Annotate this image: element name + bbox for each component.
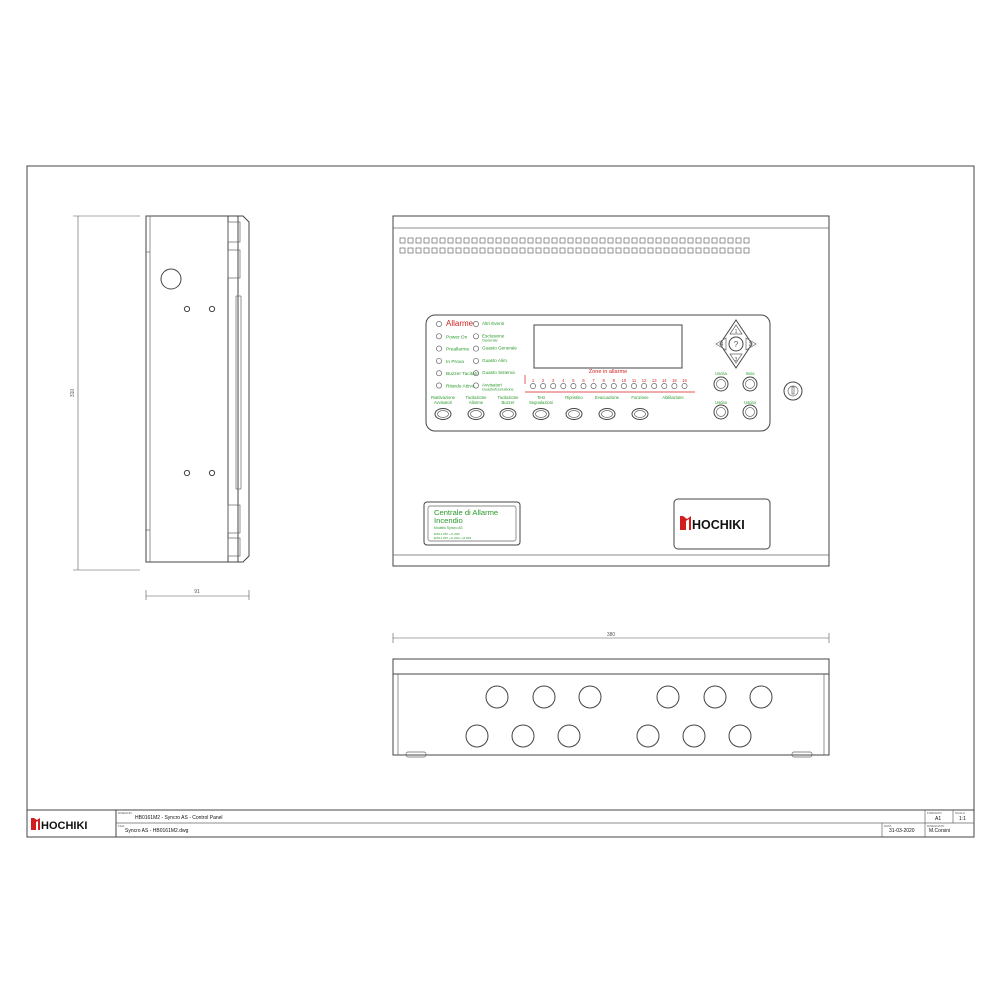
led-column-left xyxy=(436,319,479,390)
vent-slot xyxy=(512,238,517,243)
zone-led xyxy=(631,383,636,388)
height-dimension xyxy=(70,216,140,570)
side-button[interactable] xyxy=(714,377,728,391)
vent-slot xyxy=(584,248,589,253)
knockout-hole xyxy=(704,686,726,708)
vent-slot xyxy=(624,248,629,253)
zone-led xyxy=(672,383,677,388)
zone-number: 16 xyxy=(682,378,687,383)
function-button-label: Tacitazione xyxy=(465,395,487,400)
side-button-label: Uscita xyxy=(715,400,727,405)
width-dimension-label: 380 xyxy=(606,632,616,638)
author-value: M.Corsini xyxy=(929,828,951,834)
vent-slot xyxy=(408,248,413,253)
function-button-label: Ripristino xyxy=(565,395,583,400)
vent-slot xyxy=(464,238,469,243)
vent-slot xyxy=(464,248,469,253)
status-led xyxy=(473,321,478,326)
vent-slot xyxy=(640,238,645,243)
status-led xyxy=(473,346,478,351)
side-button-label: Uscita xyxy=(744,400,756,405)
vent-slot xyxy=(416,238,421,243)
file-value: Syncro AS - HB0161M2.dwg xyxy=(125,828,189,834)
vent-slot xyxy=(592,238,597,243)
height-dimension-label: 310 xyxy=(70,388,76,398)
vent-slot xyxy=(632,238,637,243)
nav-right-label: 2 xyxy=(748,342,752,348)
vent-slot xyxy=(656,248,661,253)
led-label: Guasto Generale xyxy=(482,345,517,351)
vent-slot xyxy=(440,248,445,253)
led-column-right xyxy=(473,321,517,392)
status-led xyxy=(436,358,441,363)
vent-slot xyxy=(696,248,701,253)
zone-number: 8 xyxy=(602,378,605,383)
zone-led xyxy=(642,383,647,388)
format-value: A1 xyxy=(935,816,942,822)
knockout-hole xyxy=(729,725,751,747)
vent-slot xyxy=(448,248,453,253)
zone-number: 14 xyxy=(661,378,667,383)
led-label: Esclusione xyxy=(482,333,505,339)
label-card-fine2: EN54-4 1997 + A1 2002 + A2 2006 xyxy=(434,537,472,540)
vent-slot xyxy=(552,238,557,243)
zone-number: 2 xyxy=(541,378,545,383)
scale-value: 1:1 xyxy=(959,816,966,822)
side-button-label: Invio xyxy=(745,371,755,376)
knockout-hole xyxy=(466,725,488,747)
vent-slot xyxy=(472,238,477,243)
function-button-label-secondary: Avvisatori xyxy=(433,400,453,405)
zone-led xyxy=(551,383,556,388)
vent-slot xyxy=(520,238,525,243)
zone-number: 3 xyxy=(552,378,555,383)
status-led xyxy=(473,334,478,339)
function-button-label-secondary: Allarme xyxy=(468,400,484,405)
vent-slot xyxy=(536,248,541,253)
led-label: Allarme xyxy=(446,319,474,328)
status-led xyxy=(436,334,441,339)
vent-slot xyxy=(480,238,485,243)
label-card-fine1: EN54-2 1997 + A1 2006 xyxy=(434,533,460,536)
zone-led xyxy=(601,383,606,388)
vent-slot xyxy=(592,248,597,253)
function-button-label-secondary: Segnalazioni xyxy=(529,400,553,405)
vent-slot xyxy=(408,238,413,243)
zone-led xyxy=(662,383,667,388)
drawing-label: DISEGNO xyxy=(118,811,132,815)
depth-dimension xyxy=(146,589,249,600)
vent-slot xyxy=(496,238,501,243)
side-button[interactable] xyxy=(743,405,757,419)
vent-slot xyxy=(528,238,533,243)
zone-number: 6 xyxy=(582,378,585,383)
vent-slot xyxy=(664,238,669,243)
scale-label: SCALA xyxy=(955,811,965,815)
led-label: Preallarme xyxy=(446,347,470,353)
zone-led xyxy=(621,383,626,388)
vent-slot xyxy=(472,248,477,253)
vent-slot xyxy=(440,238,445,243)
zone-led xyxy=(591,383,596,388)
drawing-value: HB0161M2 - Syncro AS - Control Panel xyxy=(135,815,223,821)
vent-slot xyxy=(560,238,565,243)
vent-slot xyxy=(688,248,693,253)
zone-led xyxy=(581,383,586,388)
vent-slot xyxy=(608,248,613,253)
title-block-logo-text: HOCHIKI xyxy=(41,820,88,832)
vent-slot xyxy=(696,238,701,243)
function-buttons xyxy=(431,395,684,420)
vent-slot xyxy=(496,248,501,253)
date-label: DATA xyxy=(884,824,892,828)
nav-down-label: 3 xyxy=(734,357,738,363)
function-button-label: Funzione xyxy=(631,395,649,400)
zone-led xyxy=(541,383,546,388)
knockout-hole xyxy=(579,686,601,708)
cable-knockouts xyxy=(466,686,772,747)
vent-slot xyxy=(432,238,437,243)
vent-slot xyxy=(664,248,669,253)
vent-slot xyxy=(608,238,613,243)
key-switch[interactable] xyxy=(784,382,802,400)
format-label: FORMATO xyxy=(927,811,942,815)
vent-slot xyxy=(744,238,749,243)
side-buttons xyxy=(714,371,757,419)
vent-slot xyxy=(632,248,637,253)
status-led xyxy=(436,346,441,351)
vent-slot xyxy=(552,248,557,253)
led-label: Power On xyxy=(446,335,468,341)
vent-slot xyxy=(736,238,741,243)
vent-slot xyxy=(536,238,541,243)
status-led xyxy=(473,358,478,363)
vent-slot xyxy=(704,248,709,253)
knockout-hole xyxy=(750,686,772,708)
function-button-label: Tacitazione xyxy=(497,395,519,400)
zone-led xyxy=(652,383,657,388)
title-block-logo xyxy=(31,818,87,832)
zone-number: 1 xyxy=(531,378,535,383)
vent-slot xyxy=(712,248,717,253)
side-view xyxy=(146,216,249,562)
vent-slot xyxy=(488,248,493,253)
zone-number: 9 xyxy=(612,378,615,383)
vent-slot xyxy=(680,248,685,253)
vent-slot xyxy=(720,248,725,253)
vent-slot xyxy=(528,248,533,253)
vent-slot xyxy=(544,248,549,253)
vent-slot xyxy=(520,248,525,253)
vent-slot xyxy=(648,248,653,253)
zone-number: 5 xyxy=(572,378,575,383)
vent-slot xyxy=(488,238,493,243)
zone-number: 7 xyxy=(592,378,595,383)
vent-slot xyxy=(456,248,461,253)
file-label: FILE xyxy=(118,824,125,828)
nav-up-label: 1 xyxy=(734,329,738,335)
vent-slot xyxy=(424,248,429,253)
hochiki-logo-text: HOCHIKI xyxy=(692,518,745,532)
vent-slot xyxy=(648,238,653,243)
side-button[interactable] xyxy=(714,405,728,419)
help-key-label: ? xyxy=(733,340,739,349)
knockout-hole xyxy=(486,686,508,708)
vent-slot xyxy=(672,248,677,253)
vent-slot xyxy=(544,238,549,243)
led-label: In Prova xyxy=(446,359,464,365)
led-label: Guasto Alim. xyxy=(482,357,509,363)
zone-number: 4 xyxy=(562,378,565,383)
led-label-secondary: Generale xyxy=(482,338,498,343)
status-led xyxy=(436,383,441,388)
nav-left-label: 4 xyxy=(720,342,724,348)
navigation-keypad xyxy=(716,320,756,368)
zone-number: 13 xyxy=(651,378,657,383)
zone-led xyxy=(530,383,535,388)
vent-slot xyxy=(728,248,733,253)
zone-leds xyxy=(530,378,687,389)
knockout-hole xyxy=(683,725,705,747)
knockout-hole xyxy=(558,725,580,747)
led-label: Guasto Sistema xyxy=(482,370,515,376)
vent-slot xyxy=(688,238,693,243)
function-button-label: Riattivazione xyxy=(431,395,455,400)
side-button[interactable] xyxy=(743,377,757,391)
zone-led xyxy=(611,383,616,388)
vent-slot xyxy=(424,238,429,243)
vent-slot xyxy=(400,238,405,243)
vent-slot xyxy=(576,248,581,253)
function-button-label: Evacuazione xyxy=(595,395,619,400)
zone-number: 11 xyxy=(631,378,637,383)
zones-title: Zone in allarme xyxy=(588,369,628,375)
label-card-model: Modello Syncro AS xyxy=(434,526,463,530)
front-view xyxy=(393,216,829,566)
vent-slot xyxy=(704,238,709,243)
knockout-hole xyxy=(533,686,555,708)
vent-slot xyxy=(400,248,405,253)
vent-slot xyxy=(672,238,677,243)
vent-slot xyxy=(712,238,717,243)
vent-slot xyxy=(736,248,741,253)
vent-slot xyxy=(560,248,565,253)
vent-slot xyxy=(416,248,421,253)
led-label: Altri Eventi xyxy=(482,321,504,326)
bottom-view xyxy=(393,659,829,757)
vent-slot xyxy=(504,248,509,253)
label-card-subtitle: Incendio xyxy=(434,516,463,525)
hochiki-logo xyxy=(680,516,745,532)
author-label: DISEGNATO xyxy=(927,824,945,828)
zone-number: 12 xyxy=(641,378,647,383)
depth-dimension-label: 91 xyxy=(194,589,200,595)
vent-slot xyxy=(480,248,485,253)
vent-slot xyxy=(568,248,573,253)
status-led xyxy=(436,321,441,326)
vent-slot xyxy=(744,248,749,253)
zone-led xyxy=(561,383,566,388)
function-button-label: Abilitazione xyxy=(662,395,684,400)
vent-slot xyxy=(584,238,589,243)
function-button-label-secondary: Buzzer xyxy=(501,400,515,405)
vent-slot xyxy=(624,238,629,243)
date-value: 31-03-2020 xyxy=(889,828,915,834)
vent-slot xyxy=(640,248,645,253)
zone-number: 15 xyxy=(672,378,677,383)
knockout-hole xyxy=(637,725,659,747)
status-led xyxy=(436,371,441,376)
vent-slot xyxy=(456,238,461,243)
vent-slot xyxy=(616,238,621,243)
led-label: Ritardo Attivo xyxy=(446,384,475,390)
vent-slot xyxy=(504,238,509,243)
vent-slot xyxy=(616,248,621,253)
side-button-label: Uscita xyxy=(715,371,727,376)
vent-slot xyxy=(600,238,605,243)
vent-slot xyxy=(432,248,437,253)
led-label: Avvisatori xyxy=(482,382,502,388)
label-card-title: Centrale di Allarme xyxy=(434,508,499,517)
vent-slot xyxy=(728,238,733,243)
zone-led xyxy=(682,383,687,388)
function-button-label: Test xyxy=(537,395,545,400)
vent-slot xyxy=(512,248,517,253)
vent-slot xyxy=(576,238,581,243)
knockout-hole xyxy=(512,725,534,747)
vent-slot xyxy=(568,238,573,243)
ventilation-slots xyxy=(400,238,749,253)
led-label: Buzzer Tacitato xyxy=(446,372,479,378)
vent-slot xyxy=(600,248,605,253)
knockout-hole xyxy=(657,686,679,708)
vent-slot xyxy=(680,238,685,243)
led-label-secondary: Guasto/Esclusione xyxy=(482,387,514,392)
vent-slot xyxy=(720,238,725,243)
width-dimension xyxy=(393,632,829,643)
title-block xyxy=(27,810,974,837)
zone-led xyxy=(571,383,576,388)
vent-slot xyxy=(656,238,661,243)
vent-slot xyxy=(448,238,453,243)
zone-number: 10 xyxy=(621,378,627,383)
